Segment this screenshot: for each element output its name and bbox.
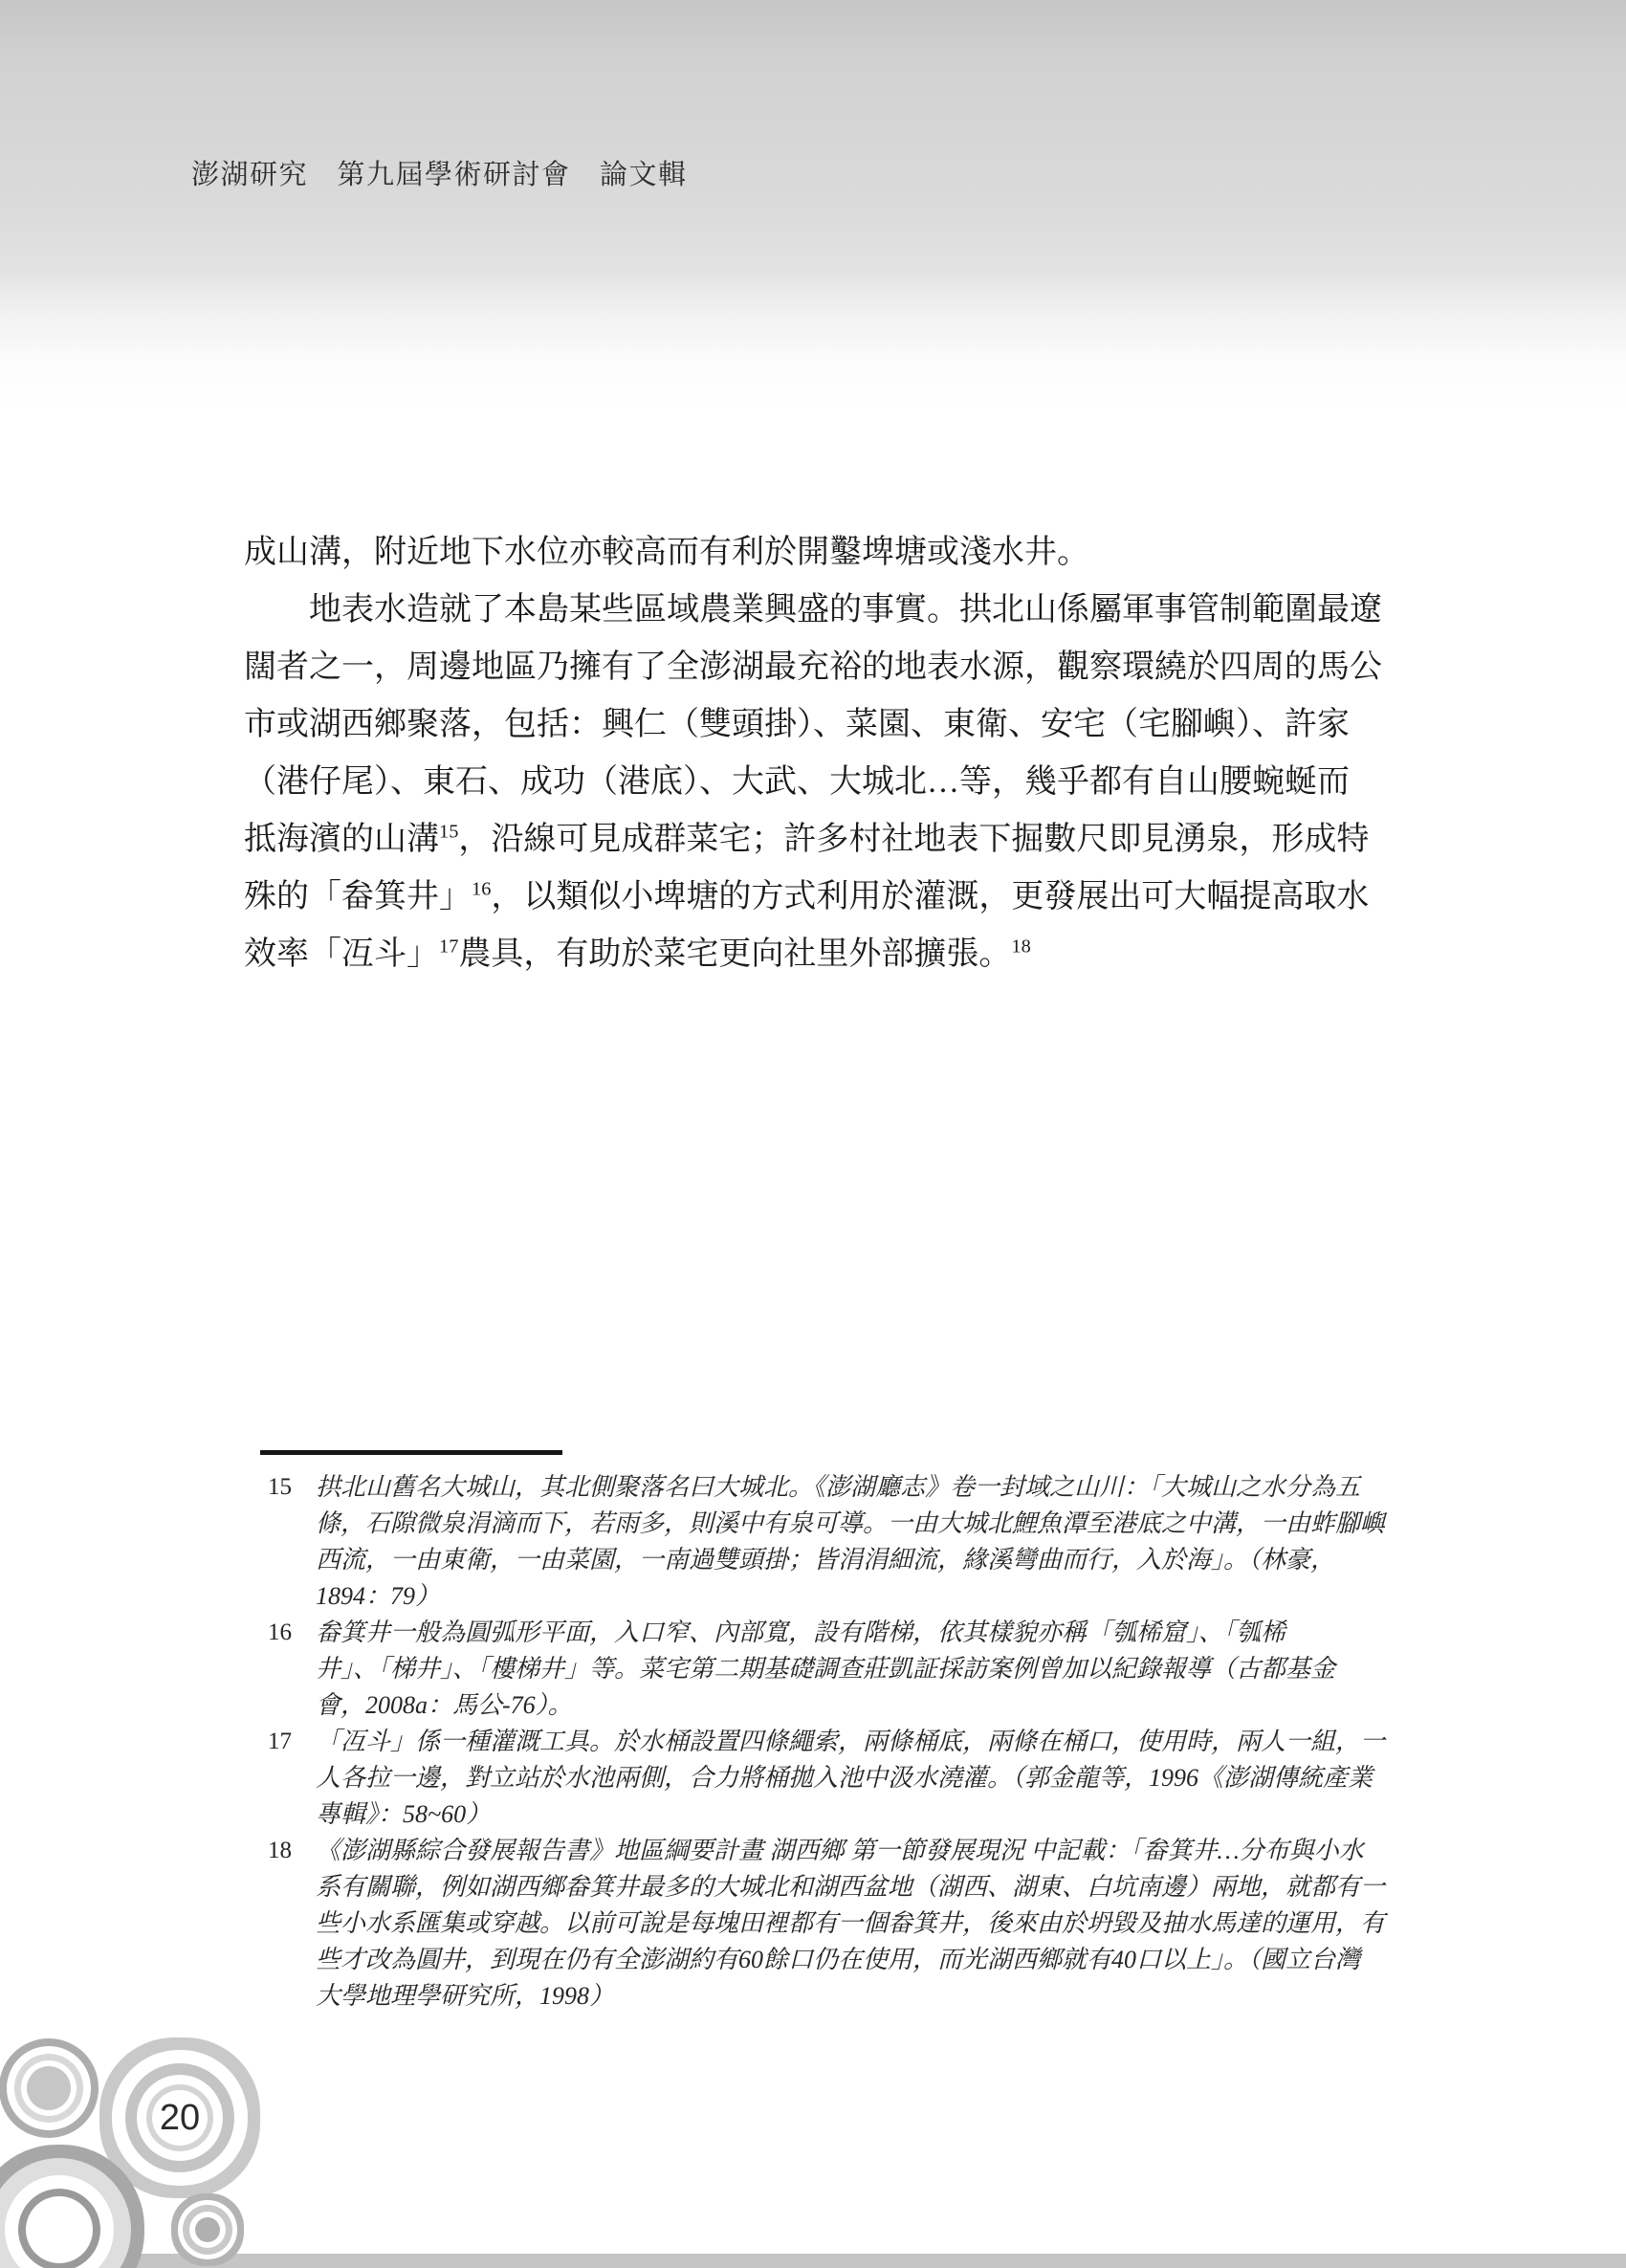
page-number: 20 [159,2098,201,2138]
footnote-number: 17 [268,1729,292,1754]
body-line-text: 效率「冱斗」 [244,936,439,972]
body-paragraphs [244,524,1406,983]
footnote-text: 井」、「梯井」、「樓梯井」等。菜宅第二期基礎調查莊凱証採訪案例曾加以紀錄報導（古都基金 [316,1655,1336,1683]
footnote-line [316,1869,1406,1905]
footnote-line [316,1542,1406,1578]
footnote-line [316,1796,1406,1833]
footnote-ref-18: 18 [1011,936,1031,958]
body-text-line [244,524,1406,582]
footnote-text: 「冱斗」係一種灌溉工具。於水桶設置四條繩索，兩條桶底，兩條在桶口，使用時，兩人一組，一 [316,1728,1386,1755]
footnote-line [268,1833,1406,1869]
footnote-text: 專輯》：58~60） [316,1800,492,1828]
footnote-line [316,1978,1406,2015]
decorative-circle [27,2066,71,2110]
body-line-text: （港仔尾）、東石、成功（港底）、大武、大城北…等，幾乎都有自山腰蜿蜒而 [244,764,1350,800]
footnote-text: 些小水系匯集或穿越。以前可說是每塊田裡都有一個畚箕井，後來由於坍毀及抽水馬達的運用，有 [316,1909,1386,1937]
footnote-text: 些才改為圓井，到現在仍有全澎湖約有60餘口仍在使用，而光湖西鄉就有40口以上」。（國立台灣 [316,1946,1361,1973]
footnote-text: 《澎湖縣綜合發展報告書》地區綱要計畫 湖西鄉 第一節發展現況 中記載：「畚箕井…分布與小水 [316,1837,1364,1864]
footnote-line [316,1506,1406,1542]
decorative-circle [26,2196,93,2263]
footnote-text: 會，2008a：馬公-76）。 [316,1691,573,1719]
footnote-line [316,1687,1406,1724]
body-line-text: 地表水造就了本島某些區域農業興盛的事實。拱北山係屬軍事管制範圍最遼 [309,592,1382,628]
footnote-line [316,1905,1406,1942]
footnote-line [268,1469,1406,1506]
footnote-line [316,1760,1406,1796]
body-line-text: 農具，有助於菜宅更向社里外部擴張。 [458,936,1012,972]
footnote-text: 1894：79） [316,1582,441,1610]
body-text-line [244,869,1406,926]
footnote-number: 15 [268,1474,292,1500]
footnote-line [316,1651,1406,1687]
body-line-text: 成山溝，附近地下水位亦較高而有利於開鑿埤塘或淺水井。 [244,535,1089,570]
body-text-line [244,754,1406,811]
page-bottom-scan-strip [0,2254,1626,2268]
decorative-circle [195,2217,220,2242]
footnote-divider-rule [260,1450,562,1455]
footnote-line [268,1724,1406,1760]
footnote-ref-16: 16 [472,878,492,900]
body-text-line [244,811,1406,869]
body-line-text: 殊的「畚箕井」 [244,879,472,914]
body-text-line [244,696,1406,754]
footnote-text: 畚箕井一般為圓弧形平面，入口窄、內部寬，設有階梯，依其樣貌亦稱「瓠桸窟」、「瓠桸 [316,1618,1286,1646]
footnote-number: 16 [268,1619,292,1645]
footnote-ref-15: 15 [439,821,459,843]
body-text-line [244,639,1406,696]
footnote-text: 條，石隙微泉涓滴而下，若雨多，則溪中有泉可導。一由大城北鯉魚潭至港底之中溝，一由蚱腳嶼 [316,1509,1386,1537]
body-line-text: 抵海濱的山溝 [244,822,439,857]
footnote-text: 人各拉一邊，對立站於水池兩側，合力將桶拋入池中汲水澆灌。（郭金龍等，1996《澎湖傳統產業 [316,1764,1373,1792]
body-line-text: ，沿線可見成群菜宅；許多村社地表下掘數尺即見湧泉，形成特 [458,822,1370,857]
body-line-text: ，以類似小埤塘的方式利用於灌溉，更發展出可大幅提高取水 [491,879,1370,914]
footnote-number: 18 [268,1838,292,1863]
footnote-text: 大學地理學研究所，1998） [316,1982,615,2010]
body-text-line [244,926,1406,983]
footnote-ref-17: 17 [439,936,459,958]
body-line-text: 市或湖西鄉聚落，包括：興仁（雙頭掛）、菜園、東衛、安宅（宅腳嶼）、許家 [244,707,1350,742]
footnotes-block [268,1469,1406,2015]
footnote-text: 西流，一由東衛，一由菜園，一南過雙頭掛；皆涓涓細流，緣溪彎曲而行，入於海」。（林豪， [316,1546,1336,1574]
footnote-line [268,1615,1406,1651]
body-text-line [244,582,1406,639]
body-line-text: 闊者之一，周邊地區乃擁有了全澎湖最充裕的地表水源，觀察環繞於四周的馬公 [244,650,1382,685]
footnote-line [316,1942,1406,1978]
footnote-text: 系有關聯，例如湖西鄉畚箕井最多的大城北和湖西盆地（湖西、湖東、白坑南邊）兩地，就都有一 [316,1873,1386,1901]
footnote-text: 拱北山舊名大城山，其北側聚落名曰大城北。《澎湖廳志》卷一封域之山川：「大城山之水分為五 [316,1473,1361,1501]
running-header: 澎湖研究 第九屆學術研討會 論文輯 [191,160,688,190]
footnote-line [316,1578,1406,1615]
